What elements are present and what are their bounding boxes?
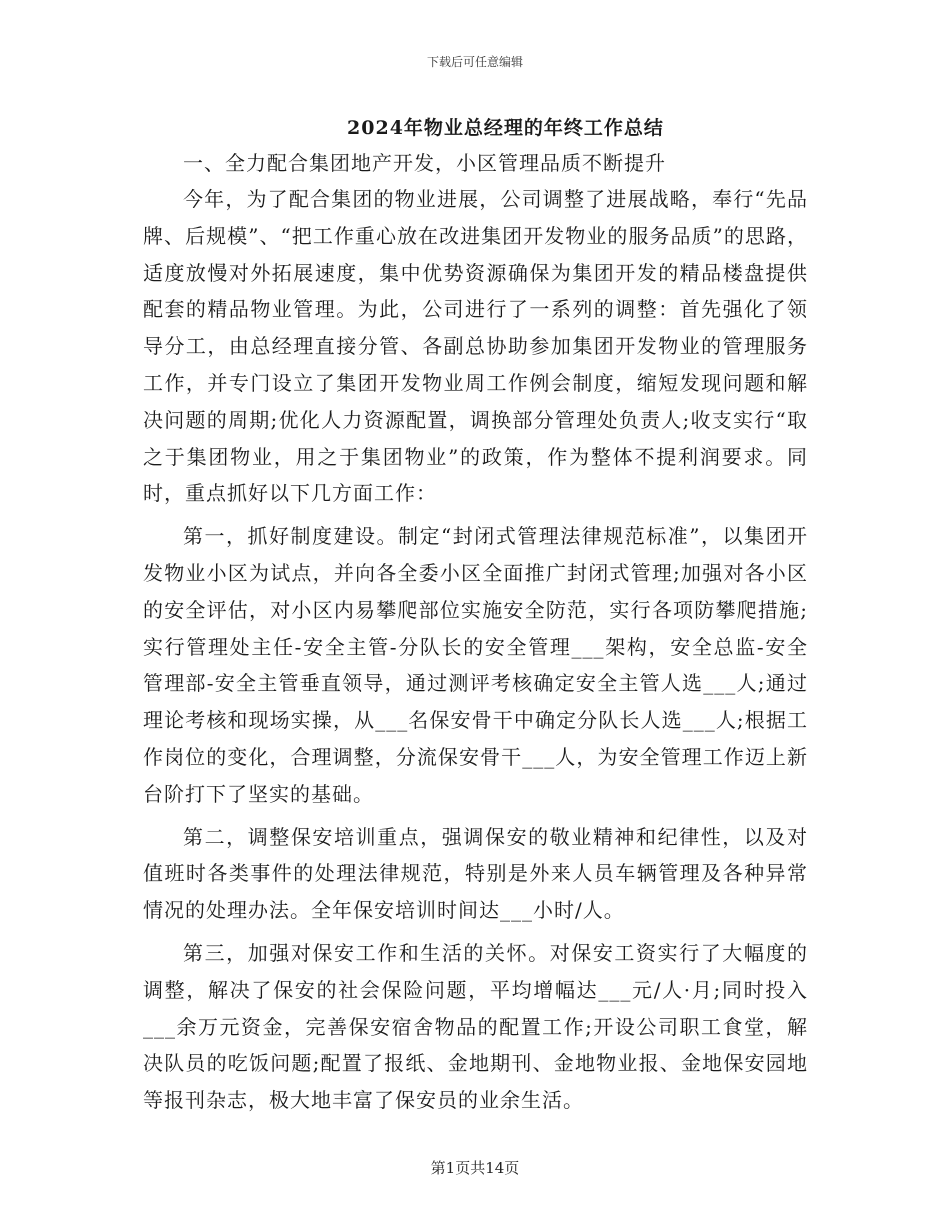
- document-title: 2024年物业总经理的年终工作总结: [347, 117, 664, 139]
- paragraph-4: 第三，加强对保安工作和生活的关怀。对保安工资实行了大幅度的调整，解决了保安的社会保险问题，平均增幅达___元/人·月;同时投入___余万元资金，完善保安宿舍物品的配置工作;开设公司职工食堂，解决队员的吃饭问题;配置了报纸、金地期刊、金地物业报、金地保安园地等报刊杂志，极大地丰富了保安员的业余生活。: [143, 940, 808, 1113]
- paragraph-3: 第二，调整保安培训重点，强调保安的敬业精神和纪律性，以及对值班时各类事件的处理法律规范，特别是外来人员车辆管理及各种异常情况的处理办法。全年保安培训时间达___小时/人。: [143, 824, 808, 923]
- paragraph-2: 第一，抓好制度建设。制定“封闭式管理法律规范标准”，以集团开发物业小区为试点，并向各全委小区全面推广封闭式管理;加强对各小区的安全评估，对小区内易攀爬部位实施安全防范，实行各项防攀爬措施;实行管理处主任-安全主管-分队长的安全管理___架构，安全总监-安全管理部-安全主管垂直领导，通过测评考核确定安全主管人选___人;通过理论考核和现场实操，从___名保安骨干中确定分队长人选___人;根据工作岗位的变化，合理调整，分流保安骨干___人，为安全管理工作迈上新台阶打下了坚实的基础。: [143, 524, 808, 806]
- page-header-note: 下载后可任意编辑: [426, 55, 523, 69]
- document-body: [143, 115, 808, 1119]
- page-number: 第1页共14页: [430, 1159, 520, 1177]
- paragraph-1: 今年，为了配合集团的物业进展，公司调整了进展战略，奉行“先品牌、后规模”、“把工作重心放在改进集团开发物业的服务品质”的思路，适度放慢对外拓展速度，集中优势资源确保为集团开发的精品楼盘提供配套的精品物业管理。为此，公司进行了一系列的调整：首先强化了领导分工，由总经理直接分管、各副总协助参加集团开发物业的管理服务工作，并专门设立了集团开发物业周工作例会制度，缩短发现问题和解决问题的周期;优化人力资源配置，调换部分管理处负责人;收支实行“取之于集团物业，用之于集团物业”的政策，作为整体不提利润要求。同时，重点抓好以下几方面工作：: [143, 187, 808, 506]
- section-heading: 一、全力配合集团地产开发，小区管理品质不断提升: [183, 151, 666, 175]
